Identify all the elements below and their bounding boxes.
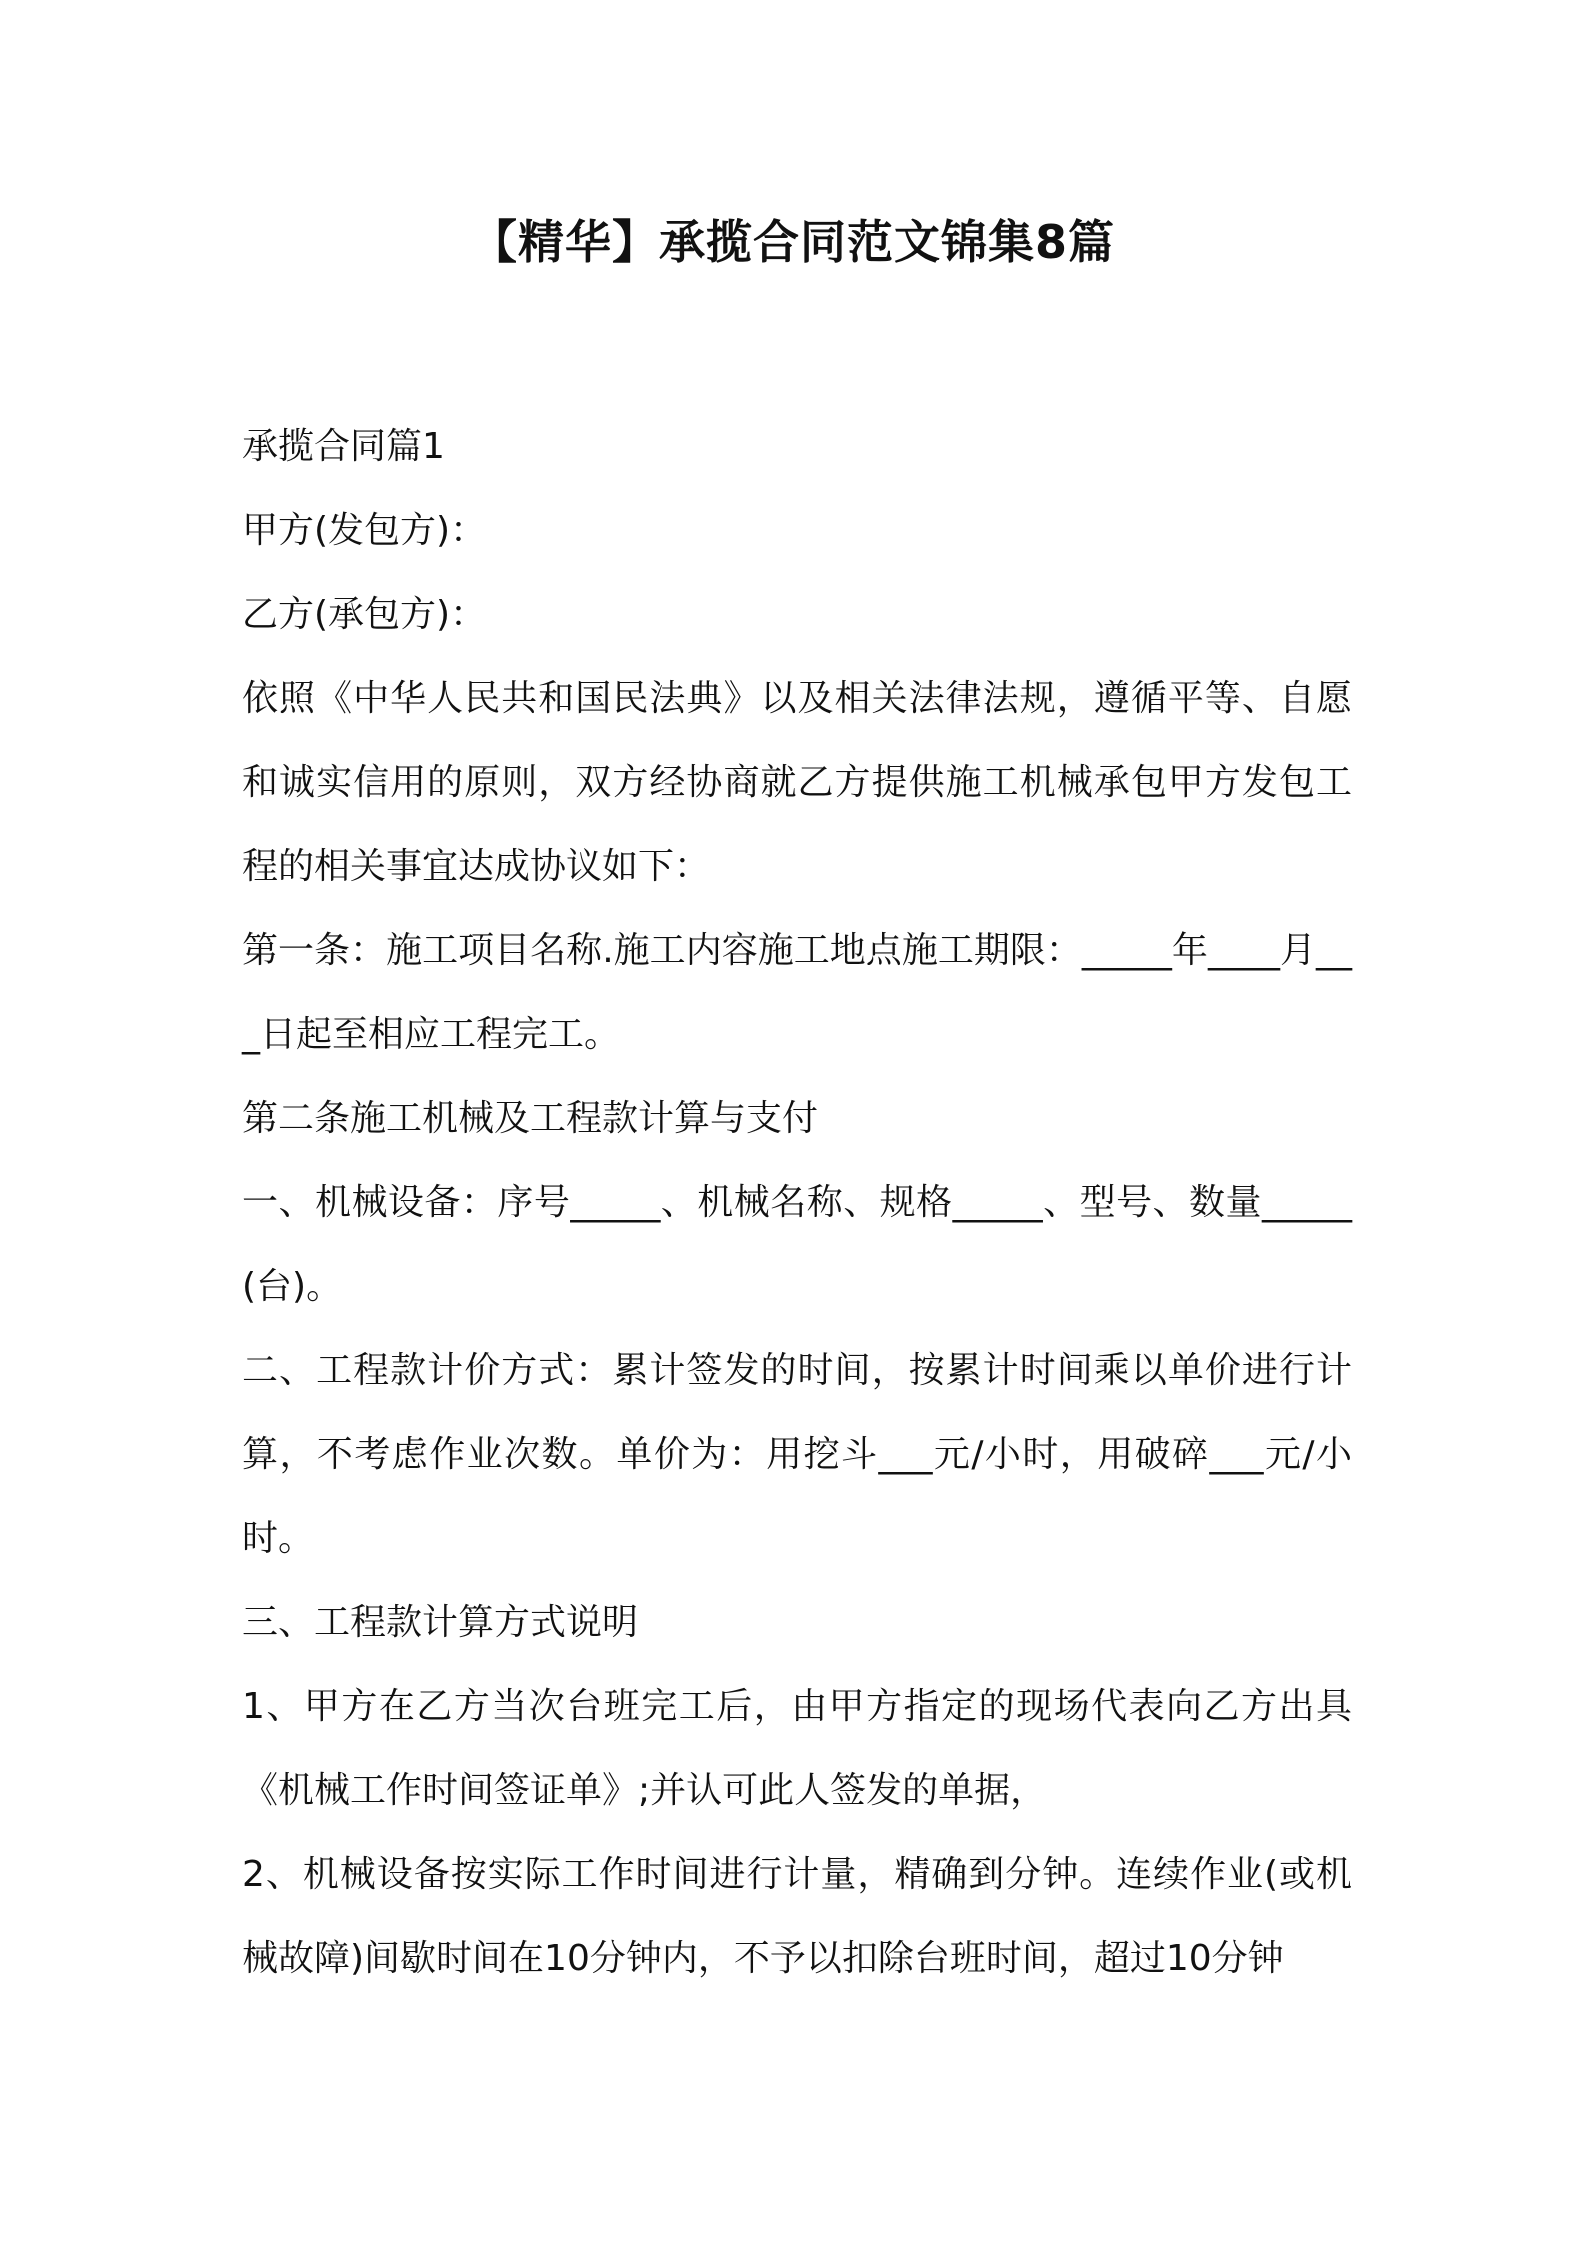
pricing-paragraph: 二、工程款计价方式：累计签发的时间，按累计时间乘以单价进行计算，不考虑作业次数。单价为：用挖斗___元/小时，用破碎___元/小时。 (242, 1350, 1352, 1559)
document-body (242, 405, 1352, 2001)
section-heading-contract-1: 承揽合同篇1 (242, 426, 445, 467)
article-2-heading: 第二条施工机械及工程款计算与支付 (242, 1098, 819, 1139)
preamble-paragraph: 依照《中华人民共和国民法典》以及相关法律法规，遵循平等、自愿和诚实信用的原则，双方经协商就乙方提供施工机械承包甲方发包工程的相关事宜达成协议如下： (242, 678, 1352, 887)
equipment-paragraph: 一、机械设备：序号_____、机械名称、规格_____、型号、数量_____(台)。 (242, 1182, 1352, 1307)
document-title: 【精华】承揽合同范文锦集8篇 (470, 215, 1115, 269)
clause-1-paragraph: 1、甲方在乙方当次台班完工后，由甲方指定的现场代表向乙方出具《机械工作时间签证单》;并认可此人签发的单据， (242, 1686, 1352, 1811)
party-a-line: 甲方(发包方)： (242, 510, 487, 551)
article-1-paragraph: 第一条：施工项目名称.施工内容施工地点施工期限：_____年____月___日起至相应工程完工。 (242, 930, 1352, 1055)
calculation-heading: 三、工程款计算方式说明 (242, 1602, 639, 1643)
party-b-line: 乙方(承包方)： (242, 594, 487, 635)
clause-2-paragraph: 2、机械设备按实际工作时间进行计量，精确到分钟。连续作业(或机械故障)间歇时间在10分钟内，不予以扣除台班时间，超过10分钟 (242, 1854, 1352, 1979)
